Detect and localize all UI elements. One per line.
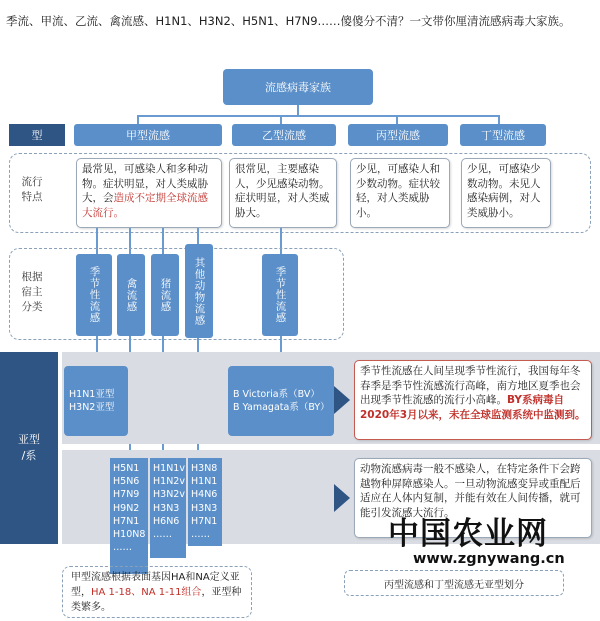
avian-item: H5N1 bbox=[113, 463, 140, 474]
avian-item: H7N9 bbox=[113, 489, 140, 501]
avian-item: H10N8 bbox=[113, 529, 146, 541]
type-a-epidemic-highlight: 造成不定期全球流感大流行。 bbox=[82, 192, 208, 219]
swine-item: H6N6 bbox=[153, 515, 180, 527]
type-a-epidemic-card bbox=[76, 158, 222, 228]
host-a-swine: 猪流感 bbox=[151, 254, 179, 336]
type-a-epidemic-text: 最常见，可感染人和多种动物。症状明显，对人类威胁大，会 bbox=[82, 163, 208, 204]
a-footnote-text: 甲型流感根据表面基因HA和NA定义亚型， bbox=[71, 572, 240, 598]
avian-item: H7N1 bbox=[113, 515, 140, 527]
seasonal-note-highlight: BY系病毒自2020年3月以来，未在全球监测系统中监测到。 bbox=[360, 394, 586, 421]
swine-item: H1N2v bbox=[153, 476, 185, 488]
arrow-seasonal bbox=[334, 386, 350, 414]
row-label-subtype: 亚型 /系 bbox=[0, 352, 58, 544]
other-animal-item: H7N1 bbox=[191, 515, 218, 527]
swine-subtype-list bbox=[150, 458, 186, 558]
seasonal-note-text: 季节性流感在人间呈现季节性流行，我国每年冬春季是季节性流感流行高峰，南方地区夏季也会出现季节性流感的流行小高峰。 bbox=[360, 365, 581, 406]
lineage-victoria: B Victoria系（BV） bbox=[233, 389, 320, 400]
host-a-other-animal: 其他动物流感 bbox=[185, 244, 213, 338]
b-lineages bbox=[228, 366, 334, 436]
a-seasonal-subtypes bbox=[64, 366, 128, 436]
arrow-animal bbox=[334, 484, 350, 512]
a-subtype-footnote bbox=[62, 566, 252, 618]
other-animal-subtype-list bbox=[188, 458, 222, 546]
type-d-header: 丁型流感 bbox=[460, 124, 546, 146]
seasonal-note bbox=[354, 360, 592, 440]
row-label-type: 型 bbox=[9, 124, 65, 146]
cd-subtype-footnote: 丙型流感和丁型流感无亚型划分 bbox=[344, 570, 564, 596]
swine-item: H3N2v bbox=[153, 489, 185, 501]
watermark-title: 中国农业网 bbox=[388, 516, 548, 552]
type-a-header: 甲型流感 bbox=[74, 124, 222, 146]
host-a-seasonal: 季节性流感 bbox=[76, 254, 112, 336]
row-label-epidemic: 流行 特点 bbox=[21, 176, 43, 203]
animal-note: 动物流感病毒一般不感染人，在特定条件下会跨越物种屏障感染人。一旦动物流感变异或重配后适应在人体内复制，并能有效在人间传播，就可能引发流感大流行。 bbox=[354, 458, 592, 538]
lineage-yamagata: B Yamagata系（BY） bbox=[233, 402, 330, 413]
host-a-avian: 禽流感 bbox=[117, 254, 145, 336]
other-animal-item: H4N6 bbox=[191, 489, 218, 501]
row-label-host: 根据 宿主 分类 bbox=[21, 271, 43, 313]
other-animal-item: H3N8 bbox=[191, 463, 218, 474]
a-footnote-tail: ，亚型种类繁多。 bbox=[71, 587, 242, 613]
type-c-header: 丙型流感 bbox=[348, 124, 448, 146]
type-b-header: 乙型流感 bbox=[232, 124, 336, 146]
watermark-url: www.zgnywang.cn bbox=[413, 551, 565, 567]
root-node: 流感病毒家族 bbox=[223, 69, 373, 105]
swine-item: H3N3 bbox=[153, 502, 180, 514]
avian-subtype-list bbox=[110, 458, 148, 574]
subtype-h1n1: H1N1亚型 bbox=[69, 389, 115, 400]
swine-item: …… bbox=[153, 529, 172, 541]
swine-item: H1N1v bbox=[153, 463, 185, 474]
avian-item: H5N6 bbox=[113, 476, 140, 488]
avian-item: H9N2 bbox=[113, 502, 140, 514]
type-c-epidemic-card: 少见，可感染人和少数动物。症状较轻，对人类威胁小。 bbox=[350, 158, 450, 228]
host-b-seasonal: 季节性流感 bbox=[262, 254, 298, 336]
other-animal-item: H3N3 bbox=[191, 502, 218, 514]
subtype-h3n2: H3N2亚型 bbox=[69, 402, 115, 413]
other-animal-item: H1N1 bbox=[191, 476, 218, 488]
a-footnote-highlight: HA 1-18、NA 1-11组合 bbox=[91, 587, 202, 598]
avian-item: …… bbox=[113, 542, 132, 554]
type-d-epidemic-card: 少见，可感染少数动物。未见人感染病例，对人类威胁小。 bbox=[461, 158, 551, 228]
headline: 季流、甲流、乙流、禽流感、H1N1、H3N2、H5N1、H7N9……傻傻分不清？一文带你厘清流感病毒大家族。 bbox=[6, 14, 571, 28]
type-b-epidemic-card: 很常见，主要感染人，少见感染动物。症状明显，对人类威胁大。 bbox=[229, 158, 337, 228]
other-animal-item: …… bbox=[191, 529, 210, 541]
